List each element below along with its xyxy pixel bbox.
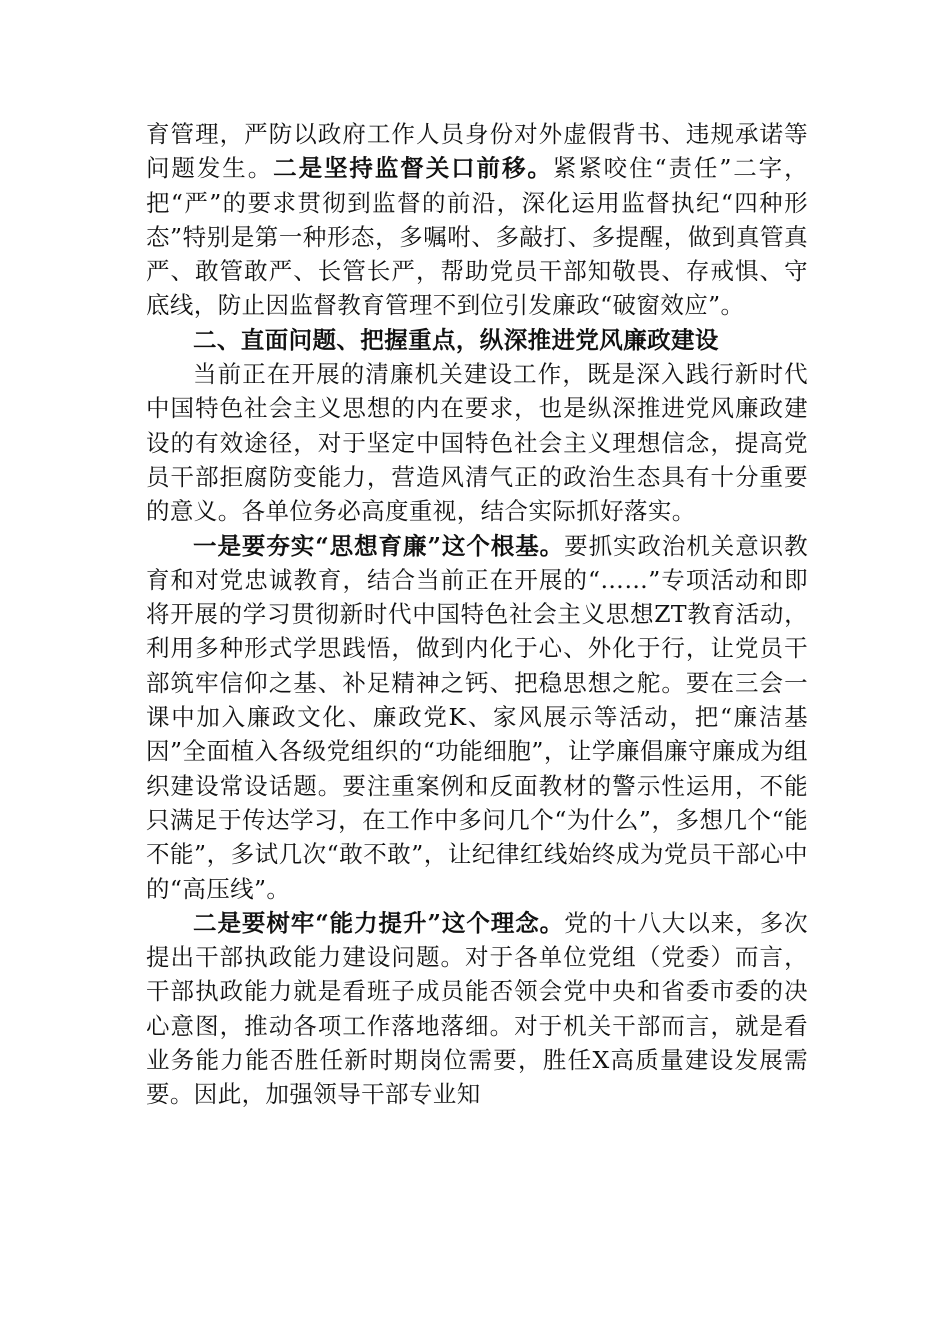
paragraph-text: 党的十八大以来，多次提出干部执政能力建设问题。对于各单位党组（党委）而言，干部执政能力就是看班子成员能否领会党中央和省委市委的决心意图，推动各项工作落地落细。对于机关干部而言，就是看业务能力能否胜任新时期岗位需要，胜任X高质量建设发展需要。因此，加强领导干部专业知	[146, 908, 809, 1109]
paragraph-point-1	[146, 529, 808, 906]
paragraph-lead-bold: 一是要夯实“思想育廉”这个根基。	[193, 531, 565, 560]
paragraph-lead-bold: 二是要树牢“能力提升”这个理念。	[193, 908, 565, 937]
paragraph-text: 当前正在开展的清廉机关建设工作，既是深入践行新时代中国特色社会主义思想的内在要求，也是纵深推进党风廉政建设的有效途径，对于坚定中国特色社会主义理想信念，提高党员干部拒腐防变能力，营造风清气正的政治生态具有十分重要的意义。各单位务必高度重视，结合实际抓好落实。	[146, 360, 808, 526]
paragraph-text: 要抓实政治机关意识教育和对党忠诚教育，结合当前正在开展的“……”专项活动和即将开展的学习贯彻新时代中国特色社会主义思想ZT教育活动，利用多种形式学思践悟，做到内化于心、外化于行，让党员干部筑牢信仰之基、补足精神之钙、把稳思想之舵。要在三会一课中加入廉政文化、廉政党K、家风展示等活动，把“廉洁基因”全面植入各级党组织的“功能细胞”，让学廉倡廉守廉成为组织建设常设话题。要注重案例和反面教材的警示性运用，不能只满足于传达学习，在工作中多问几个“为什么”，多想几个“能不能”，多试几次“敢不敢”，让纪律红线始终成为党员干部心中的“高压线”。	[146, 531, 809, 903]
paragraph-continuation	[146, 117, 808, 323]
paragraph-point-2	[146, 906, 808, 1112]
section-heading: 二、直面问题、把握重点，纵深推进党风廉政建设	[193, 325, 719, 354]
document-page	[146, 117, 808, 1112]
paragraph-lead-bold: 二是坚持监督关口前移。	[273, 154, 553, 183]
paragraph-intro	[146, 357, 808, 528]
paragraph-text: 紧紧咬住“责任”二字，把“严”的要求贯彻到监督的前沿，深化运用监督执纪“四种形态”特别是第一种形态，多嘱咐、多敲打、多提醒，做到真管真严、敢管敢严、长管长严，帮助党员干部知敬畏、存戒惧、守底线，防止因监督教育管理不到位引发廉政“破窗效应”。	[146, 154, 809, 320]
paragraph-text: 育管理，严防以政府工作人员身份对外虚假背书、违规承诺等问题发生。	[146, 120, 808, 183]
